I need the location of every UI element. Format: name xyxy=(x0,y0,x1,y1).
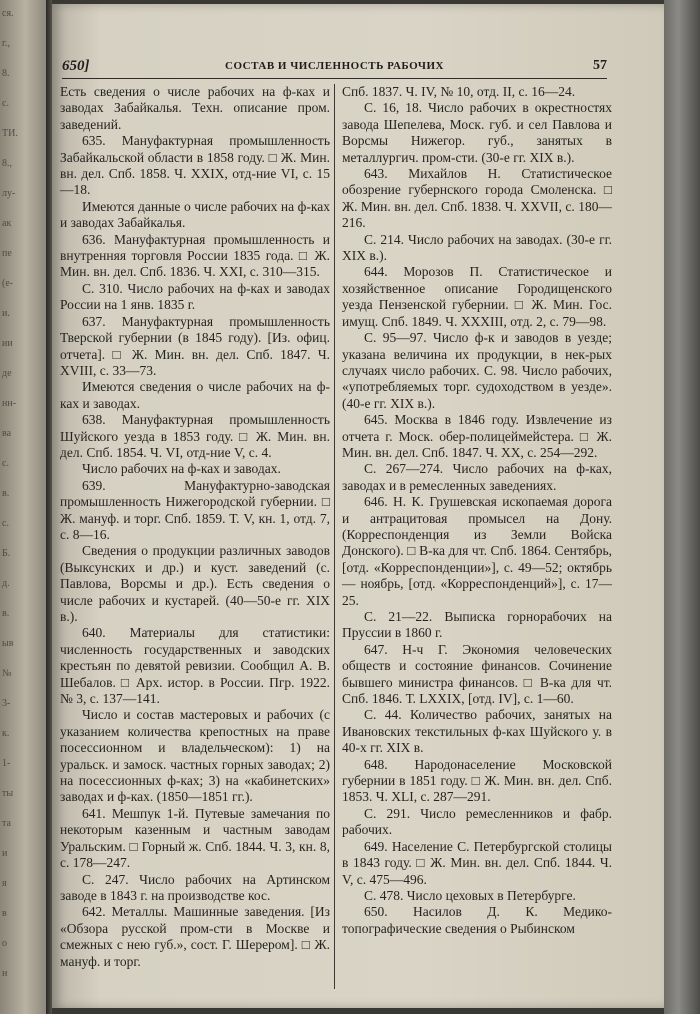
left-page-fragment: ва xyxy=(2,428,12,439)
entry-paragraph: С. 95—97. Число ф-к и заводов в уезде; указана величина их продукции, в нек-рых случаях число рабочих. С. 98. Число рабочих, «употребляемых торг. судоходством в уезде». (40-е гг. XIX в.). xyxy=(342,330,612,411)
entry-paragraph: 650. Насилов Д. К. Медико-топографические сведения о Рыбинском xyxy=(342,904,612,936)
entry-paragraph: Имеются сведения о числе рабочих на ф-ках и заводах. xyxy=(60,379,330,411)
entry-paragraph: Сведения о продукции различных заводов (Выксунских и др.) и куст. заведений (с. Павлова, Ворсмы и др.). Есть сведения о числе рабочих и кустарей. (40—50-е гг. XIX в.). xyxy=(60,543,330,624)
left-page-fragment: де xyxy=(2,368,12,379)
left-page-fragment: я xyxy=(2,878,7,889)
left-page-fragment: с. xyxy=(2,518,9,529)
left-page-edge xyxy=(0,0,46,1014)
entry-range: 650] xyxy=(62,58,90,74)
entry-paragraph: 645. Москва в 1846 году. Извлечение из отчета г. Моск. обер-полицеймейстера. □ Ж. Мин. вн. дел. Спб. 1847. Ч. XX, с. 254—292. xyxy=(342,412,612,460)
entry-paragraph: 647. Н-ч Г. Экономия человеческих обществ и состояние финансов. Сочинение бывшего министра финансов. □ В-ка для чт. Спб. 1846. Т. LXXIX, [отд. IV], с. 1—60. xyxy=(342,641,612,707)
left-page-fragment: ак xyxy=(2,218,12,229)
left-page-fragment: 3- xyxy=(2,698,11,709)
book-page xyxy=(52,4,664,1008)
entry-paragraph: 640. Материалы для статистики: численность государственных и заводских крестьян по девятой ревизии. Сообщил А. В. Шебалов. □ Арх. истор. в России. Пгр. 1922. № 3, с. 137—141. xyxy=(60,625,330,707)
left-page-fragment: ты xyxy=(2,788,14,799)
entry-paragraph: С. 44. Количество рабочих, занятых на Ивановских текстильных ф-ках Шуйского у. в 40-х гг. XIX в. xyxy=(342,707,612,756)
entry-paragraph: С. 291. Число ремесленников и фабр. рабочих. xyxy=(342,805,612,838)
left-page-fragment: лу- xyxy=(2,188,16,199)
entry-paragraph: С. 214. Число рабочих на заводах. (30-е гг. XIX в.). xyxy=(342,231,612,264)
left-page-fragment: ыв xyxy=(2,638,14,649)
entry-paragraph: 643. Михайлов Н. Статистическое обозрение губернского города Смоленска. □ Ж. Мин. вн. дел. Спб. 1838. Ч. XXVII, с. 180—216. xyxy=(342,166,612,231)
entry-paragraph: Спб. 1837. Ч. IV, № 10, отд. II, с. 16—24. xyxy=(342,84,576,99)
entry-paragraph: С. 310. Число рабочих на ф-ках и заводах России на 1 янв. 1835 г. xyxy=(60,280,330,313)
entry-paragraph: 641. Мешпук 1-й. Путевые замечания по некоторым казенным и частным заводам Уральским. □ Горный ж. Спб. 1844. Ч. 3, кн. 8, с. 178—247. xyxy=(60,805,330,871)
entry-paragraph: 644. Морозов П. Статистическое и хозяйственное описание Городищенского уезда Пензенской губернии. □ Ж. Мин. Гос. имущ. Спб. 1849. Ч. XXXIII, отд. 2, с. 79—98. xyxy=(342,264,612,329)
left-page-fragment: о xyxy=(2,938,7,949)
left-page-fragment: в. xyxy=(2,608,10,619)
left-page-fragment: пе xyxy=(2,248,12,259)
column-divider xyxy=(334,84,335,989)
left-page-fragment: Б. xyxy=(2,548,11,559)
left-page-fragment: та xyxy=(2,818,11,829)
left-page-fragment: ии xyxy=(2,338,13,349)
left-page-fragment: (е- xyxy=(2,278,14,289)
entry-paragraph: С. 267—274. Число рабочих на ф-ках, заводах и в ремесленных заведениях. xyxy=(342,461,612,493)
left-page-fragment: нн- xyxy=(2,398,17,409)
left-page-fragment: 1- xyxy=(2,758,11,769)
left-page-fragment: н xyxy=(2,968,8,979)
entry-paragraph: С. 16, 18. Число рабочих в окрестностях завода Шепелева, Моск. губ. и сел Павлова и Ворсмы Нижегор. губ., занятых в металлургич. пром-сти. (30-е гг. XIX в.). xyxy=(342,100,612,165)
entry-paragraph: 637. Мануфактурная промышленность Тверской губернии (в 1845 году). [Из. офиц. отчета]. □ Ж. Мин. вн. дел. Спб. 1847. Ч. XVIII, с. 33—73. xyxy=(60,313,330,378)
left-page-fragment: и. xyxy=(2,308,10,319)
entry-paragraph: Число рабочих на ф-ках и заводах. xyxy=(82,461,281,477)
entry-paragraph: 635. Мануфактурная промышленность Забайкальской области в 1858 году. □ Ж. Мин. вн. дел. Спб. 1858. Ч. XXIX, отд-ние VI, с. 15—18. xyxy=(60,133,330,198)
entry-paragraph: 642. Металлы. Машинные заведения. [Из «Обзора русской пром-сти в Москве и смежных с нею губ.», сост. Г. Шерером]. □ Ж. мануф. и торг. xyxy=(60,904,330,969)
left-page-fragment: с. xyxy=(2,458,9,469)
entry-paragraph: Есть сведения о числе рабочих на ф-ках и заводах Забайкалья. Техн. описание пром. заведений. xyxy=(60,84,330,132)
left-page-fragment: д. xyxy=(2,578,10,589)
entry-paragraph: С. 21—22. Выписка горнорабочих на Пруссии в 1860 г. xyxy=(342,609,612,641)
left-page-fragment: с. xyxy=(2,98,9,109)
left-page-fragment: № xyxy=(2,668,12,679)
entry-paragraph: 648. Народонаселение Московской губернии в 1851 году. □ Ж. Мин. вн. дел. Спб. 1853. Ч. XLI, с. 287—291. xyxy=(342,756,612,805)
left-page-fragment: 8. xyxy=(2,68,10,79)
entry-paragraph: С. 247. Число рабочих на Артинском заводе в 1843 г. на производстве кос. xyxy=(60,871,330,903)
page-number: 57 xyxy=(593,58,607,73)
entry-paragraph: 638. Мануфактурная промышленность Шуйского уезда в 1853 году. □ Ж. Мин. вн. дел. Спб. 1854. Ч. VI, отд-ние V, с. 4. xyxy=(60,412,330,460)
page-stack-edge xyxy=(664,0,700,1014)
entry-paragraph: Число и состав мастеровых и рабочих (с указанием количества крепостных на праве посессионном и владельческом): 1) на уральск. и замоск. частных горных заводах; 2) на посессионных ф-ках; 3) на «кабинетских» заводах и ф-ках. (1850—1851 гг.). xyxy=(60,707,330,805)
entry-paragraph: 646. Н. К. Грушевская ископаемая дорога и антрацитовая промысел на Дону. (Корреспонденция из Земли Войска Донского). □ В-ка для чт. Спб. 1864. Сентябрь, [отд. «Корреспонденции»], с. 49—52; октябрь — ноябрь, [отд. «Корреспонденций»], с. 17—25. xyxy=(342,494,612,608)
left-column xyxy=(60,84,330,970)
left-page-fragment: к. xyxy=(2,728,10,739)
section-title: СОСТАВ И ЧИСЛЕННОСТЬ РАБОЧИХ xyxy=(225,60,444,72)
right-column xyxy=(342,84,612,937)
entry-paragraph: С. 478. Число цеховых в Петербурге. xyxy=(364,887,576,903)
running-header xyxy=(62,56,607,79)
entry-paragraph: Имеются данные о числе рабочих на ф-ках и заводах Забайкалья. xyxy=(60,198,330,231)
left-page-fragment: в xyxy=(2,908,7,919)
left-page-fragment: в. xyxy=(2,488,10,499)
entry-paragraph: 649. Население С. Петербургской столицы в 1843 году. □ Ж. Мин. вн. дел. Спб. 1844. Ч. V, с. 475—496. xyxy=(342,838,612,887)
left-page-fragment: ТИ. xyxy=(2,128,18,139)
entry-paragraph: 636. Мануфактурная промышленность и внутренняя торговля России 1835 года. □ Ж. Мин. вн. дел. Спб. 1836. Ч. XXI, с. 310—315. xyxy=(60,231,330,280)
left-page-fragment: г., xyxy=(2,38,10,49)
left-page-fragment: 8., xyxy=(2,158,12,169)
left-page-fragment: ся. xyxy=(2,8,14,19)
left-page-fragment: и xyxy=(2,848,8,859)
entry-paragraph: 639. Мануфактурно-заводская промышленность Нижегородской губернии. □ Ж. мануф. и торг. Спб. 1859. Т. V, кн. 1, отд. 7, с. 8—16. xyxy=(60,477,330,542)
